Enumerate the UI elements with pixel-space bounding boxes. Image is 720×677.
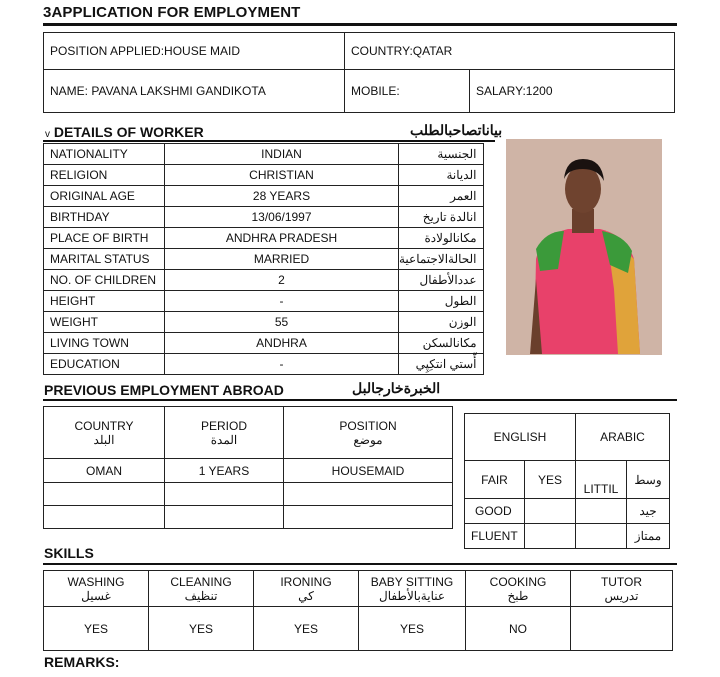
details-value: 55 (165, 312, 399, 333)
details-value: ANDHRA (165, 333, 399, 354)
details-table (43, 143, 484, 375)
details-label: RELIGION (44, 165, 165, 186)
skill-cooking: COOKING طبخ (466, 571, 571, 607)
details-arabic-label: أّستي انتكِپِي (399, 354, 484, 375)
previous-employment-table (43, 406, 453, 529)
details-title: DETAILS OF WORKER (53, 124, 204, 140)
details-arabic-label: الجنسية (399, 144, 484, 165)
details-label: HEIGHT (44, 291, 165, 312)
details-value: MARRIED (165, 249, 399, 270)
good-arabic-label: جيد (627, 499, 670, 524)
details-underline (43, 140, 495, 142)
fluent-arabic (576, 524, 627, 549)
details-heading (45, 124, 204, 140)
details-row (44, 249, 484, 270)
details-row (44, 333, 484, 354)
remarks-label: REMARKS: (44, 654, 120, 670)
details-label: BIRTHDAY (44, 207, 165, 228)
skill-tutor: TUTOR تدريس (571, 571, 673, 607)
details-row (44, 354, 484, 375)
salary: SALARY:1200 (470, 70, 675, 113)
details-row (44, 165, 484, 186)
skill-baby-sitting-value: YES (359, 607, 466, 651)
fair-label: FAIR (465, 461, 525, 499)
document-title: 3APPLICATION FOR EMPLOYMENT (43, 4, 301, 21)
details-row (44, 312, 484, 333)
fluent-english (525, 524, 576, 549)
details-label: EDUCATION (44, 354, 165, 375)
col-country: COUNTRY البلد (44, 407, 165, 459)
worker-photo (506, 139, 662, 355)
details-arabic-label: العمر (399, 186, 484, 207)
details-label: NATIONALITY (44, 144, 165, 165)
details-arabic-label: انالدة تاريخ (399, 207, 484, 228)
country: COUNTRY:QATAR (345, 33, 675, 70)
skill-tutor-value (571, 607, 673, 651)
details-arabic-label: مكانالولادة (399, 228, 484, 249)
skill-cleaning-value: YES (149, 607, 254, 651)
details-label: LIVING TOWN (44, 333, 165, 354)
details-label: NO. OF CHILDREN (44, 270, 165, 291)
skill-washing: WASHING غسيل (44, 571, 149, 607)
skills-title: SKILLS (44, 545, 94, 561)
details-value: CHRISTIAN (165, 165, 399, 186)
details-row (44, 291, 484, 312)
good-label: GOOD (465, 499, 525, 524)
details-label: PLACE OF BIRTH (44, 228, 165, 249)
title-underline (43, 23, 677, 26)
details-arabic-label: عددالأطفال (399, 270, 484, 291)
table-row (44, 483, 453, 506)
arabic-header: ARABIC (576, 414, 670, 461)
details-value: ANDHRA PRADESH (165, 228, 399, 249)
details-value: INDIAN (165, 144, 399, 165)
details-arabic-label: الوزن (399, 312, 484, 333)
header-table (43, 32, 675, 113)
skill-cleaning: CLEANING تنظيف (149, 571, 254, 607)
fair-arabic: LITTIL (576, 461, 627, 499)
details-row (44, 207, 484, 228)
table-row: OMAN 1 YEARS HOUSEMAID (44, 459, 453, 483)
details-label: ORIGINAL AGE (44, 186, 165, 207)
skill-ironing-value: YES (254, 607, 359, 651)
fluent-arabic-label: ممتاز (627, 524, 670, 549)
skill-baby-sitting: BABY SITTING عنايةبالأطفال (359, 571, 466, 607)
details-arabic-label: الديانة (399, 165, 484, 186)
details-value: - (165, 291, 399, 312)
details-label: WEIGHT (44, 312, 165, 333)
good-arabic (576, 499, 627, 524)
skills-table (43, 570, 673, 651)
skill-washing-value: YES (44, 607, 149, 651)
previous-employment-title: PREVIOUS EMPLOYMENT ABROAD (44, 382, 284, 398)
details-title-arabic: بياناتصاحبالطلب (410, 122, 503, 138)
details-value: 2 (165, 270, 399, 291)
languages-table (464, 413, 670, 549)
good-english (525, 499, 576, 524)
skills-underline (43, 563, 677, 565)
details-row (44, 186, 484, 207)
details-arabic-label: مكانالسكن (399, 333, 484, 354)
previous-underline (43, 399, 677, 401)
english-header: ENGLISH (465, 414, 576, 461)
previous-employment-title-arabic: الخبرةخارجالبل (352, 380, 441, 396)
details-value: 28 YEARS (165, 186, 399, 207)
details-value: 13/06/1997 (165, 207, 399, 228)
col-period: PERIOD المدة (165, 407, 284, 459)
skill-cooking-value: NO (466, 607, 571, 651)
applicant-name: NAME: PAVANA LAKSHMI GANDIKOTA (44, 70, 345, 113)
fluent-label: FLUENT (465, 524, 525, 549)
fair-arabic-label: وسط (627, 461, 670, 499)
skill-ironing: IRONING كي (254, 571, 359, 607)
position-applied: POSITION APPLIED:HOUSE MAID (44, 33, 345, 70)
details-row (44, 228, 484, 249)
details-arabic-label: الطول (399, 291, 484, 312)
details-value: - (165, 354, 399, 375)
details-label: MARITAL STATUS (44, 249, 165, 270)
fair-english: YES (525, 461, 576, 499)
details-row (44, 270, 484, 291)
table-row (44, 506, 453, 529)
col-position: POSITION موضع (284, 407, 453, 459)
details-marker: v (45, 129, 50, 140)
details-row (44, 144, 484, 165)
details-arabic-label: الحالةالاجتماعية (399, 249, 484, 270)
mobile: MOBILE: (345, 70, 470, 113)
